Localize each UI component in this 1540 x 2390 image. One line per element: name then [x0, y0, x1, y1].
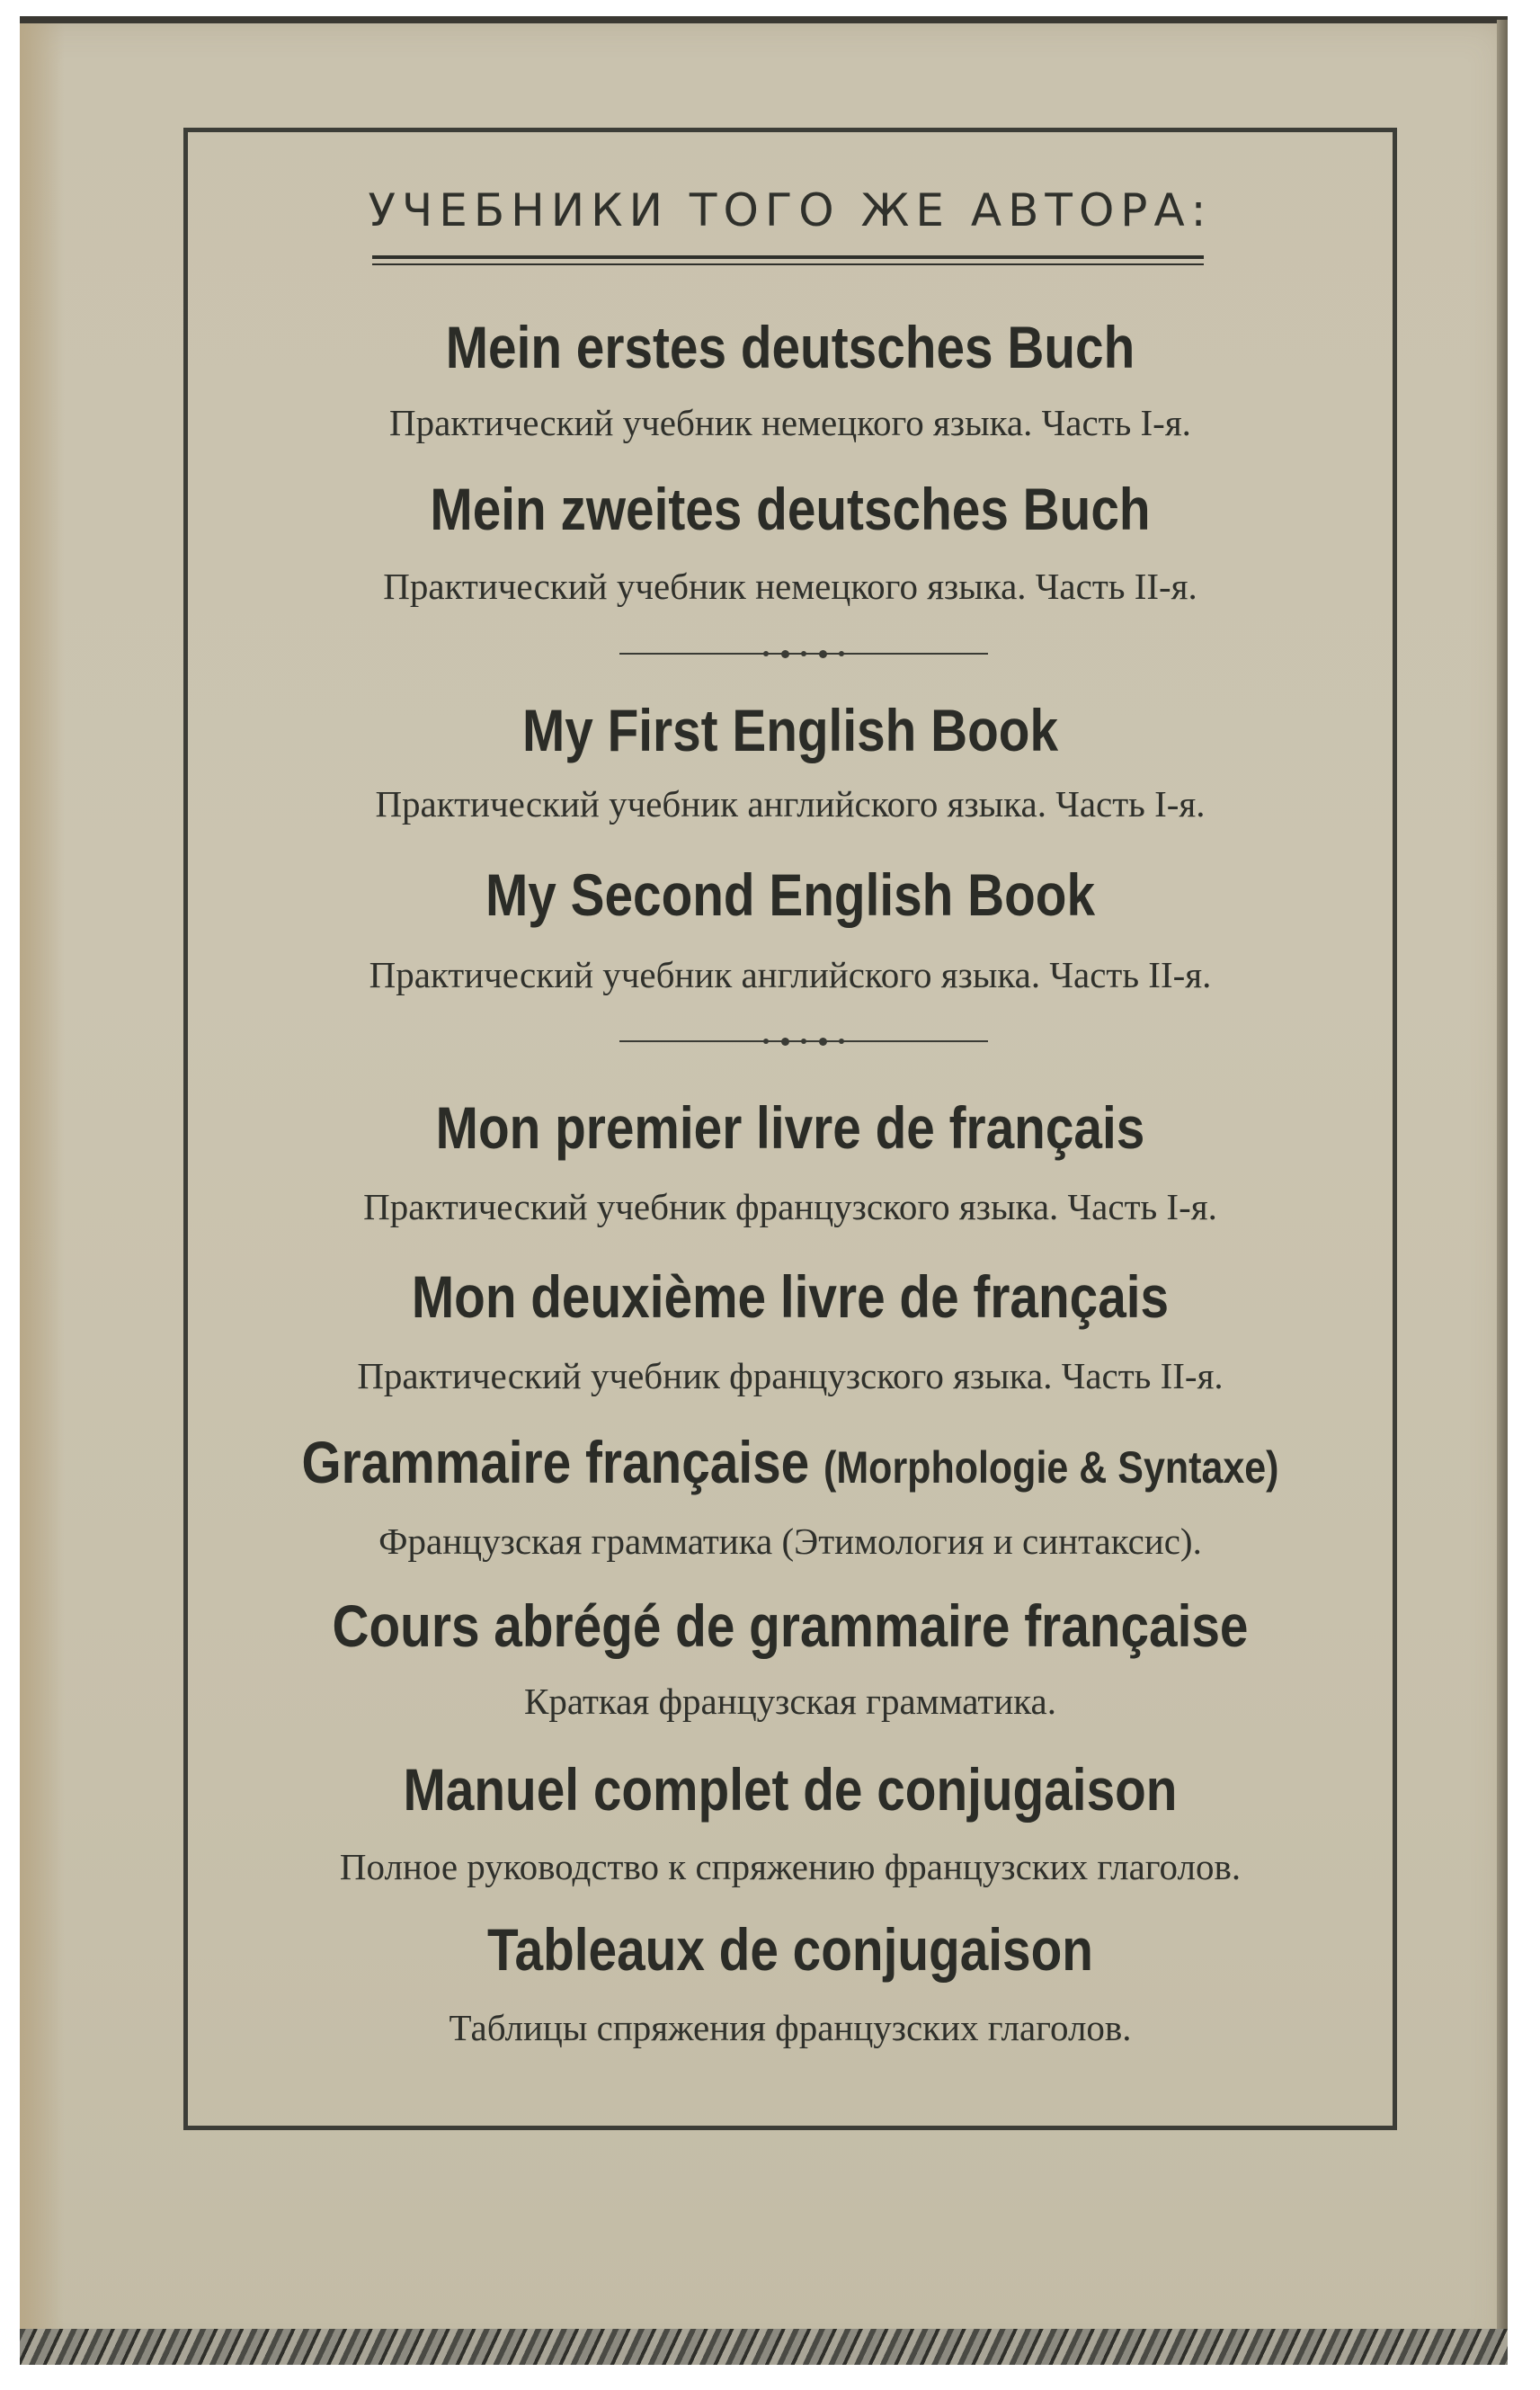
- page-heading: УЧЕБНИКИ ТОГО ЖЕ АВТОРА:: [368, 184, 1213, 236]
- section-divider: [619, 1032, 988, 1050]
- heading-rule: [372, 255, 1204, 259]
- heading-rule: [372, 263, 1204, 265]
- book-subtitle: Краткая французская грамматика.: [523, 1681, 1057, 1722]
- book-subtitle: Практический учебник английского языка. Часть II-я.: [369, 954, 1212, 995]
- book-title-main: Grammaire française: [301, 1429, 810, 1495]
- book-title: [272, 1429, 1308, 1495]
- book-title: Cours abrégé de grammaire française: [332, 1592, 1249, 1659]
- book-subtitle: Таблицы спряжения французских глаголов.: [449, 2007, 1132, 2048]
- book-subtitle: Практический учебник английского языка. Часть I-я.: [375, 783, 1206, 825]
- book-subtitle: Французская грамматика (Этимология и синтаксис).: [378, 1521, 1202, 1562]
- book-subtitle: Практический учебник немецкого языка. Часть II-я.: [383, 566, 1197, 607]
- book-title: Mein erstes deutsches Buch: [445, 314, 1135, 380]
- book-title: Mein zweites deutsches Buch: [430, 476, 1151, 542]
- book-subtitle: Практический учебник французского языка. Часть I-я.: [363, 1186, 1217, 1227]
- page-edge-shadow: [20, 20, 65, 2360]
- top-edge: [20, 16, 1508, 23]
- book-title: Mon deuxième livre de français: [411, 1263, 1170, 1330]
- book-subtitle: Практический учебник немецкого языка. Часть I-я.: [389, 402, 1191, 443]
- bottom-edge: [20, 2329, 1508, 2365]
- book-title: Tableaux de conjugaison: [487, 1916, 1093, 1983]
- book-title-parenthetical: (Morphologie & Syntaxe): [823, 1442, 1279, 1493]
- book-title: My First English Book: [521, 697, 1059, 763]
- book-title: Mon premier livre de français: [435, 1094, 1145, 1161]
- book-title: Manuel complet de conjugaison: [403, 1756, 1178, 1823]
- right-edge: [1497, 20, 1508, 2360]
- book-subtitle: Полное руководство к спряжению французских глаголов.: [339, 1846, 1242, 1887]
- book-subtitle: Практический учебник французского языка. Часть II-я.: [357, 1355, 1224, 1396]
- book-title: My Second English Book: [485, 861, 1096, 928]
- section-divider: [619, 645, 988, 663]
